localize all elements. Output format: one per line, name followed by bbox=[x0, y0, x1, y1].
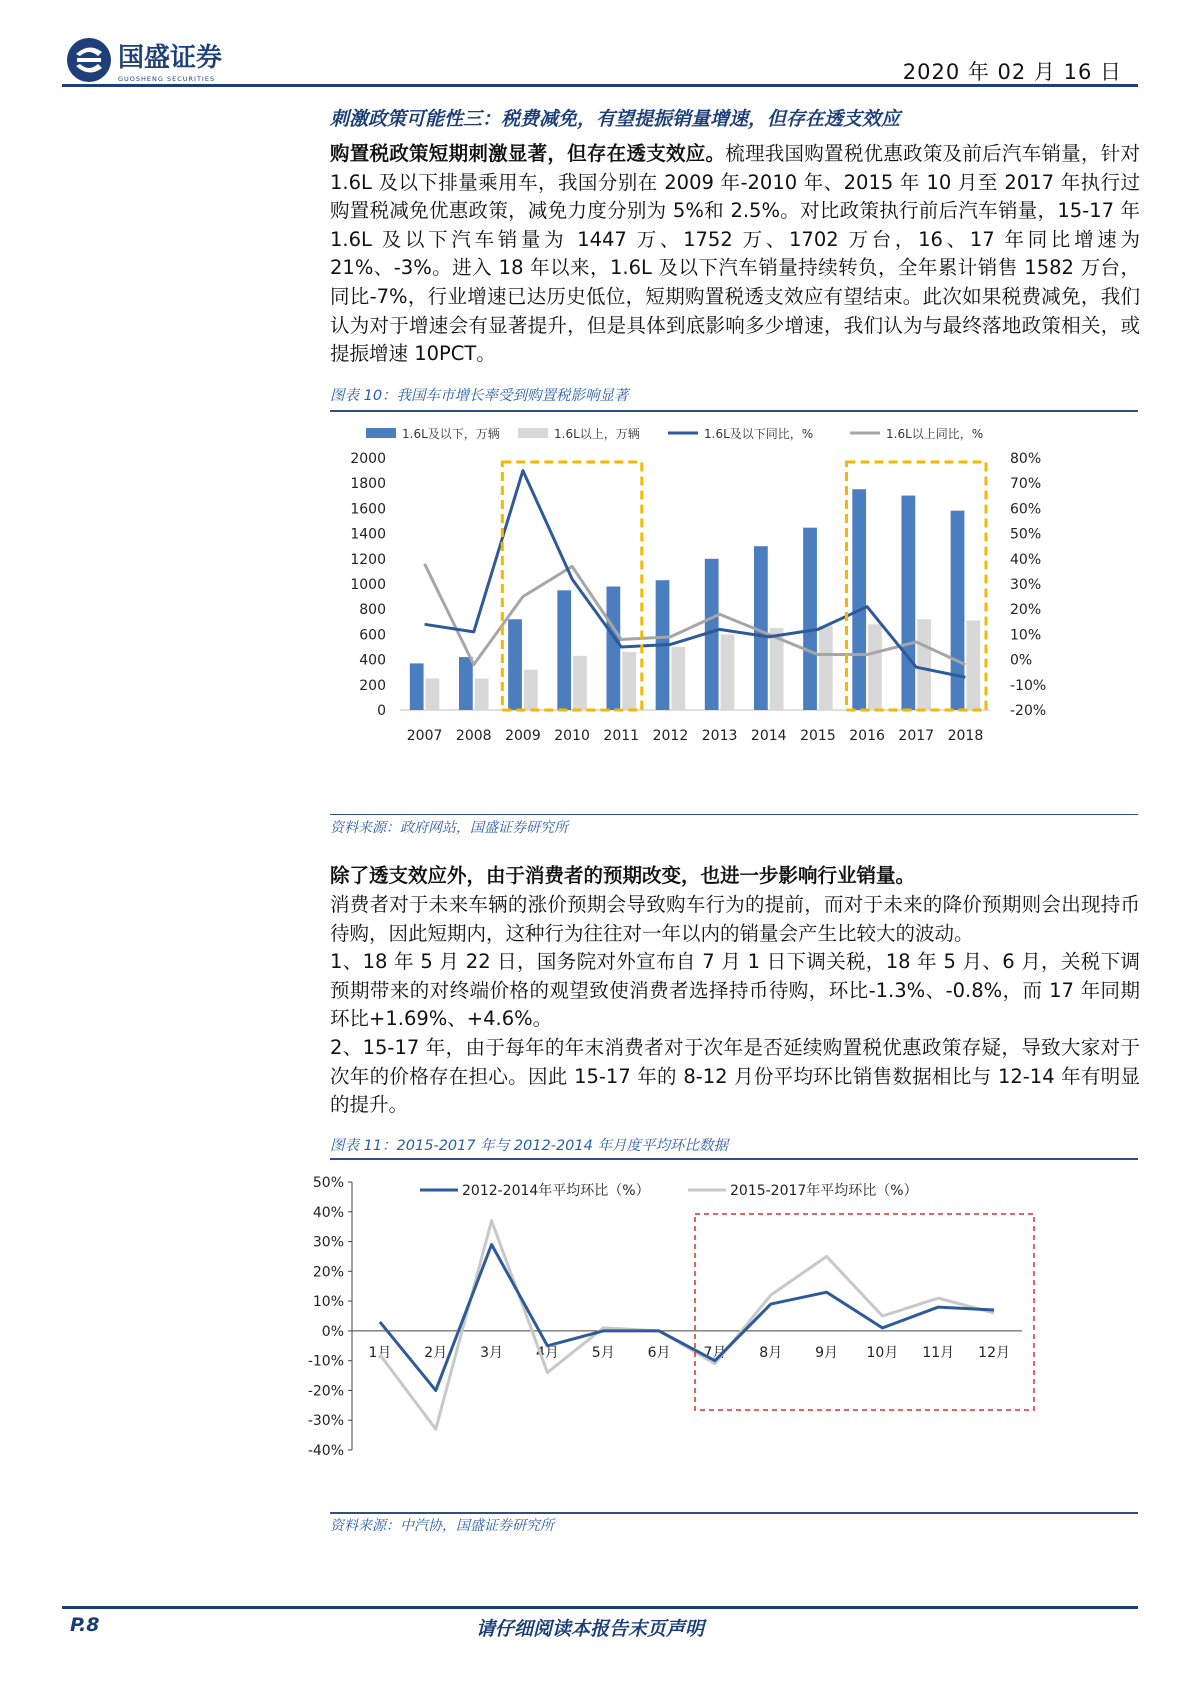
x-axis-tick: 2018 bbox=[947, 728, 984, 744]
paragraph-2-text-3: 2、15-17 年，由于每年的年末消费者对于次年是否延续购置税优惠政策存疑，导致大家对于次年的价格存在担心。因此 15-17 年的 8-12 月份平均环比销售数据相比与 12-14 年有明显的提升。 bbox=[330, 1035, 1140, 1117]
left-axis-tick: 1600 bbox=[350, 501, 386, 518]
right-axis-tick: 70% bbox=[1010, 476, 1042, 493]
x-axis-tick: 2008 bbox=[455, 728, 492, 744]
y-axis-tick: 30% bbox=[312, 1234, 344, 1251]
paragraph-1-body: 梳理我国购置税优惠政策及前后汽车销量，针对 1.6L 及以下排量乘用车，我国分别在 2009 年-2010 年、2015 年 10 月至 2017 年执行过购置税减免优惠政策，减免力度分别为 5%和 2.5%。对比政策执行前后汽车销量，15-17 年 1.6L 及以下汽车销量为 1447 万、1752 万、1702 万台，16、17 年同比增速为 21%、-3%。进入 18 年以来，1.6L 及以下汽车销量持续转负，全年累计销售 1582 万台，同比-7%，行业增速已达历史低位，短期购置税透支效应有望结束。此次如果税费减免，我们认为对于增速会有显著提升，但是具体到底影响多少增速，我们认为与最终落地政策相关，或提振增速 10PCT。 bbox=[330, 142, 1140, 366]
right-axis-tick: 50% bbox=[1010, 526, 1042, 543]
x-axis-tick: 10月 bbox=[866, 1344, 899, 1361]
line-2012-2014 bbox=[380, 1245, 994, 1391]
page-number: P.8 bbox=[70, 1614, 100, 1636]
figure-10-source: 资料来源：政府网站，国盛证券研究所 bbox=[330, 820, 568, 836]
line-yoy-above bbox=[425, 564, 966, 665]
x-axis-tick: 2013 bbox=[701, 728, 738, 744]
figure-10-top-rule bbox=[330, 410, 1138, 412]
paragraph-1-lead: 购置税政策短期刺激显著，但存在透支效应。 bbox=[330, 142, 726, 165]
footer-divider bbox=[62, 1606, 1138, 1609]
line-yoy-below bbox=[425, 471, 966, 678]
y-axis-tick: -30% bbox=[307, 1413, 344, 1430]
y-axis-tick: 20% bbox=[312, 1264, 344, 1281]
bar-1.6L-above bbox=[917, 619, 931, 710]
bar-1.6L-below bbox=[459, 657, 473, 710]
bar-1.6L-below bbox=[901, 496, 915, 710]
figure-11-title: 图表 11：2015-2017 年与 2012-2014 年月度平均环比数据 bbox=[330, 1138, 728, 1154]
footer-disclaimer: 请仔细阅读本报告末页声明 bbox=[476, 1618, 705, 1640]
x-axis-tick: 2011 bbox=[603, 728, 640, 744]
paragraph-2-body bbox=[330, 891, 1140, 1120]
x-axis-tick: 2015 bbox=[800, 728, 836, 744]
bar-1.6L-above bbox=[573, 656, 587, 710]
right-axis-tick: 40% bbox=[1010, 551, 1042, 568]
legend-label-0: 2012-2014年平均环比（%） bbox=[462, 1183, 650, 1199]
figure-11-top-rule bbox=[330, 1158, 1138, 1160]
legend-label-1: 2015-2017年平均环比（%） bbox=[730, 1183, 918, 1199]
left-axis-tick: 800 bbox=[359, 602, 386, 619]
x-axis-tick: 8月 bbox=[759, 1344, 783, 1361]
left-axis-tick: 1800 bbox=[350, 476, 386, 493]
bar-1.6L-below bbox=[410, 663, 424, 710]
x-axis-tick: 2010 bbox=[554, 728, 590, 744]
y-axis-tick: 10% bbox=[312, 1294, 344, 1311]
figure-11-source: 资料来源：中汽协，国盛证券研究所 bbox=[330, 1518, 554, 1534]
left-axis-tick: 400 bbox=[359, 652, 386, 669]
highlight-box-0 bbox=[695, 1214, 1034, 1410]
legend-label-1: 1.6L以上，万辆 bbox=[554, 427, 640, 441]
bar-1.6L-above bbox=[721, 634, 735, 710]
figure-11-chart bbox=[307, 1168, 1140, 1508]
bar-1.6L-below bbox=[852, 489, 866, 710]
right-axis-tick: 30% bbox=[1010, 577, 1042, 593]
bar-1.6L-below bbox=[803, 528, 817, 710]
right-axis-tick: 10% bbox=[1010, 627, 1042, 644]
bar-1.6L-above bbox=[671, 647, 685, 710]
y-axis-tick: -40% bbox=[307, 1443, 344, 1459]
y-axis-tick: 50% bbox=[312, 1175, 344, 1191]
x-axis-tick: 4月 bbox=[535, 1344, 559, 1361]
bar-1.6L-above bbox=[819, 626, 833, 710]
x-axis-tick: 11月 bbox=[922, 1344, 955, 1361]
y-axis-tick: -10% bbox=[307, 1353, 344, 1370]
highlight-box-1 bbox=[847, 462, 987, 710]
left-axis-tick: 0 bbox=[377, 703, 386, 719]
bar-1.6L-below bbox=[606, 587, 620, 710]
header-divider bbox=[62, 84, 1138, 87]
right-axis-tick: -20% bbox=[1010, 703, 1047, 719]
figure-11-bottom-rule bbox=[330, 1512, 1138, 1514]
bar-1.6L-above bbox=[622, 652, 636, 710]
legend-label-3: 1.6L以上同比，% bbox=[886, 427, 984, 441]
x-axis-tick: 2009 bbox=[505, 728, 541, 744]
y-axis-tick: 0% bbox=[321, 1323, 344, 1340]
right-axis-tick: -10% bbox=[1010, 677, 1047, 694]
right-axis-tick: 60% bbox=[1010, 501, 1042, 518]
x-axis-tick: 5月 bbox=[591, 1344, 615, 1361]
bar-1.6L-below bbox=[951, 511, 965, 710]
figure-10-bottom-rule bbox=[330, 814, 1138, 815]
figure-10-title: 图表 10：我国车市增长率受到购置税影响显著 bbox=[330, 388, 629, 404]
legend-swatch-1 bbox=[518, 428, 548, 438]
bar-1.6L-below bbox=[557, 590, 571, 710]
x-axis-tick: 2007 bbox=[406, 728, 443, 744]
x-axis-tick: 9月 bbox=[815, 1344, 839, 1361]
left-axis-tick: 1400 bbox=[350, 526, 386, 543]
left-axis-tick: 1200 bbox=[350, 551, 386, 568]
legend-swatch-0 bbox=[366, 428, 396, 438]
bar-1.6L-above bbox=[966, 621, 980, 710]
y-axis-tick: -20% bbox=[307, 1383, 344, 1400]
bar-1.6L-above bbox=[475, 679, 489, 711]
x-axis-tick: 3月 bbox=[480, 1344, 504, 1361]
paragraph-2-text-2: 1、18 年 5 月 22 日，国务院对外宣布自 7 月 1 日下调关税，18 年 5 月、6 月，关税下调预期带来的对终端价格的观望致使消费者选择持币待购，环比-1.3%、-0.8%，而 17 年同期环比+1.69%、+4.6%。 bbox=[330, 950, 1140, 1031]
logo-subtext: GUOSHENG SECURITIES bbox=[118, 75, 216, 83]
y-axis-tick: 40% bbox=[312, 1204, 344, 1221]
bar-1.6L-above bbox=[524, 670, 538, 710]
right-axis-tick: 80% bbox=[1010, 451, 1042, 467]
left-axis-tick: 1000 bbox=[350, 577, 386, 593]
legend-label-0: 1.6L及以下，万辆 bbox=[402, 427, 500, 441]
x-axis-tick: 2014 bbox=[750, 728, 787, 744]
paragraph-2-lead: 除了透支效应外，由于消费者的预期改变，也进一步影响行业销量。 bbox=[330, 864, 916, 887]
logo-text: 国盛证券 bbox=[118, 43, 223, 73]
paragraph-2-text-1: 消费者对于未来车辆的涨价预期会导致购车行为的提前，而对于未来的降价预期则会出现持币待购，因此短期内，这种行为往往对一年以内的销量会产生比较大的波动。 bbox=[330, 893, 1140, 945]
paragraph-1 bbox=[330, 140, 1140, 369]
figure-10-chart bbox=[330, 424, 1140, 804]
x-axis-tick: 2月 bbox=[424, 1344, 448, 1361]
x-axis-tick: 12月 bbox=[978, 1344, 1010, 1361]
section-title: 刺激政策可能性三：税费减免，有望提振销量增速，但存在透支效应 bbox=[330, 108, 901, 130]
x-axis-tick: 2012 bbox=[652, 728, 689, 744]
x-axis-tick: 2017 bbox=[898, 728, 935, 744]
x-axis-tick: 2016 bbox=[849, 728, 885, 744]
legend-label-2: 1.6L及以下同比，% bbox=[704, 427, 814, 441]
left-axis-tick: 200 bbox=[359, 677, 386, 694]
bar-1.6L-above bbox=[868, 624, 882, 710]
left-axis-tick: 2000 bbox=[350, 451, 386, 467]
right-axis-tick: 20% bbox=[1010, 602, 1042, 619]
x-axis-tick: 6月 bbox=[647, 1344, 671, 1361]
highlight-box-0 bbox=[502, 462, 642, 710]
left-axis-tick: 600 bbox=[359, 627, 386, 644]
bar-1.6L-above bbox=[426, 679, 440, 711]
right-axis-tick: 0% bbox=[1010, 652, 1033, 669]
x-axis-tick: 1月 bbox=[368, 1344, 392, 1361]
line-2015-2017 bbox=[380, 1221, 994, 1429]
bar-1.6L-below bbox=[508, 619, 522, 710]
x-axis-tick: 7月 bbox=[703, 1344, 727, 1361]
report-date: 2020 年 02 月 16 日 bbox=[902, 60, 1122, 84]
